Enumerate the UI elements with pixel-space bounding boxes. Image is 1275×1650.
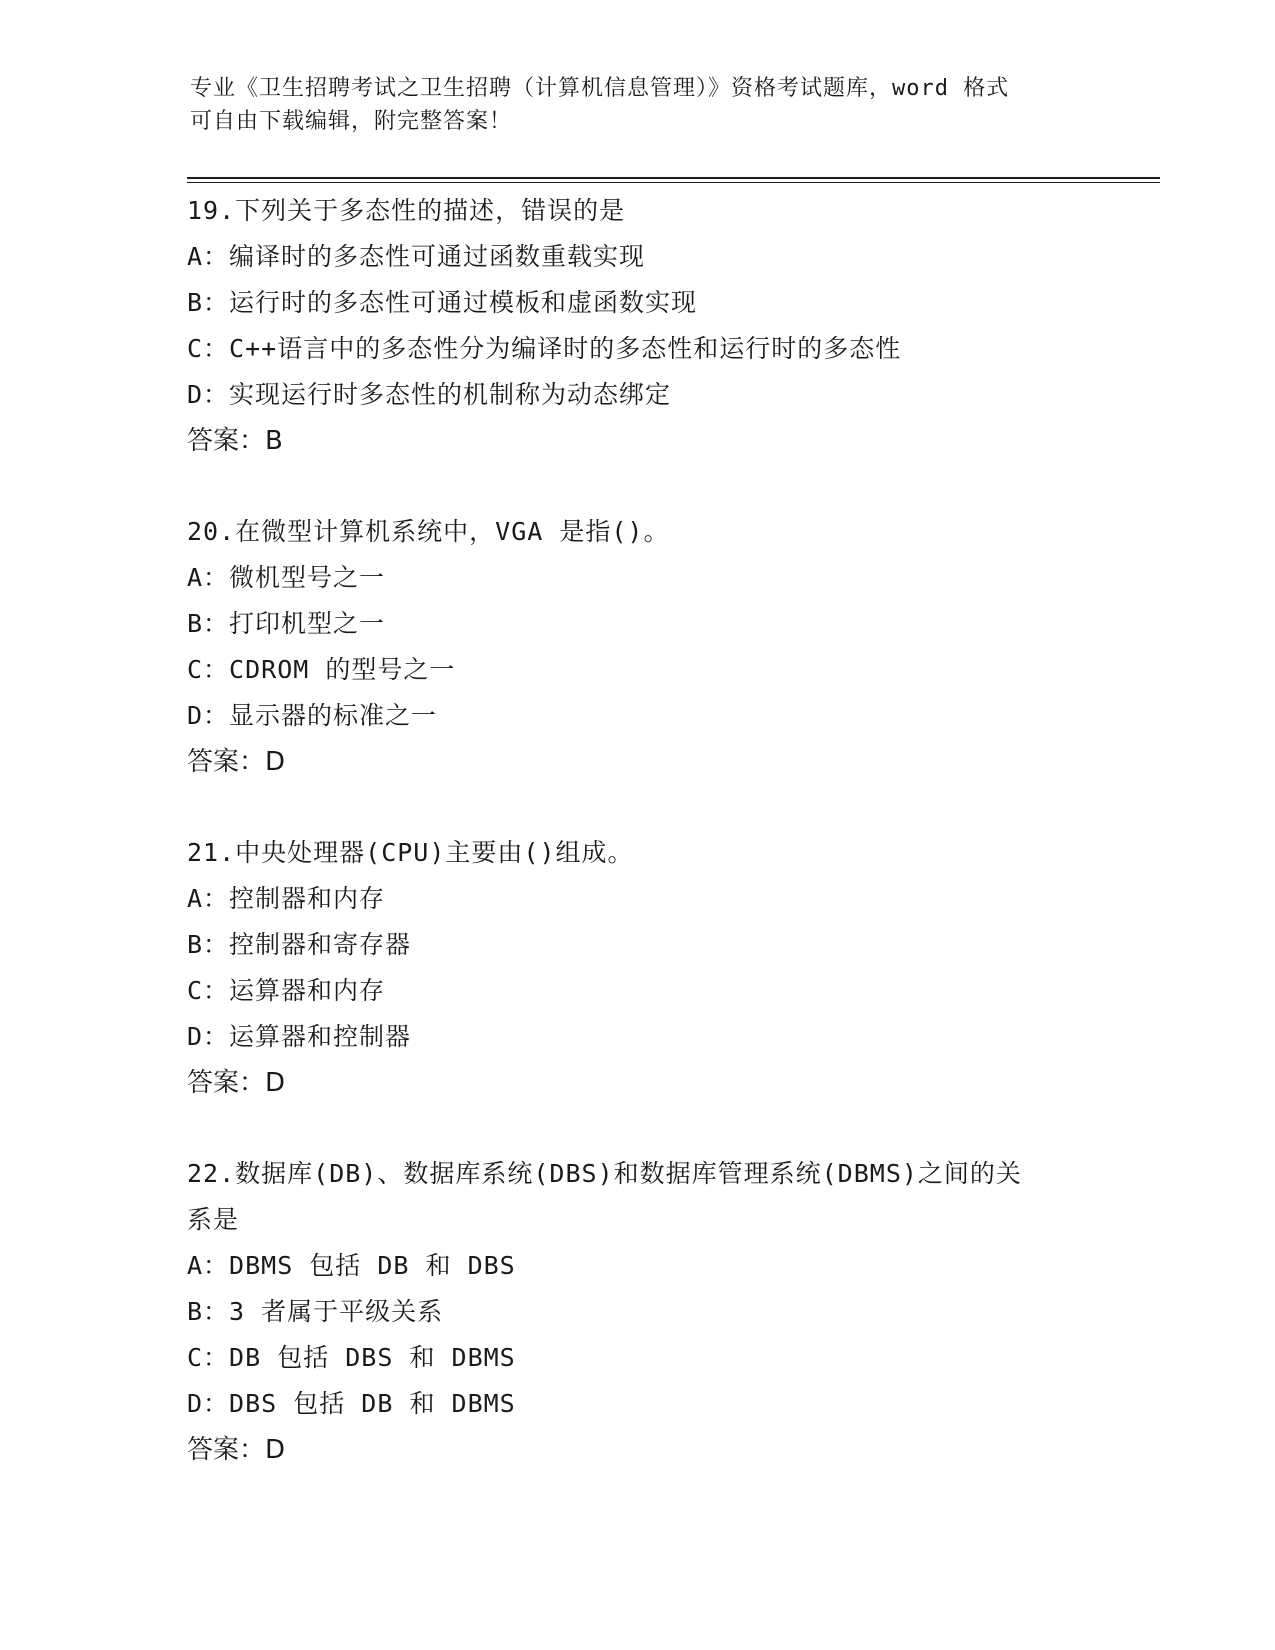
option-a: A：微机型号之一 [187, 563, 386, 592]
question-21 [187, 830, 1087, 1106]
option-c: C：运算器和内存 [187, 976, 386, 1005]
header-line-1: 专业《卫生招聘考试之卫生招聘（计算机信息管理）》资格考试题库，word 格式 [190, 76, 1010, 101]
option-c: C：C++语言中的多态性分为编译时的多态性和运行时的多态性 [187, 334, 902, 363]
header-divider-thin [187, 182, 1160, 183]
answer: 答案：D [187, 1068, 286, 1098]
answer: 答案：B [187, 426, 283, 456]
option-c: C：CDROM 的型号之一 [187, 655, 456, 684]
option-b: B：运行时的多态性可通过模板和虚函数实现 [187, 288, 698, 317]
question-stem: 20.在微型计算机系统中，VGA 是指()。 [187, 517, 670, 546]
header-line-2: 可自由下载编辑，附完整答案！ [190, 109, 513, 134]
question-stem-continued: 系是 [187, 1205, 240, 1234]
document-header [190, 72, 1090, 138]
option-d: D：运算器和控制器 [187, 1022, 412, 1051]
question-20 [187, 509, 1087, 785]
option-d: D：DBS 包括 DB 和 DBMS [187, 1389, 516, 1418]
question-19 [187, 188, 1087, 464]
option-c: C：DB 包括 DBS 和 DBMS [187, 1343, 516, 1372]
question-stem: 19.下列关于多态性的描述，错误的是 [187, 196, 626, 225]
option-d: D：实现运行时多态性的机制称为动态绑定 [187, 380, 672, 409]
option-b: B：打印机型之一 [187, 609, 386, 638]
answer: 答案：D [187, 1435, 286, 1465]
option-d: D：显示器的标准之一 [187, 701, 438, 730]
option-b: B：控制器和寄存器 [187, 930, 412, 959]
option-b: B：3 者属于平级关系 [187, 1297, 444, 1326]
question-stem: 21.中央处理器(CPU)主要由()组成。 [187, 838, 634, 867]
answer: 答案：D [187, 747, 286, 777]
question-stem: 22.数据库(DB)、数据库系统(DBS)和数据库管理系统(DBMS)之间的关 [187, 1159, 1022, 1188]
header-divider-thick [187, 177, 1160, 179]
option-a: A：编译时的多态性可通过函数重载实现 [187, 242, 646, 271]
option-a: A：DBMS 包括 DB 和 DBS [187, 1251, 516, 1280]
question-22 [187, 1151, 1087, 1473]
option-a: A：控制器和内存 [187, 884, 386, 913]
